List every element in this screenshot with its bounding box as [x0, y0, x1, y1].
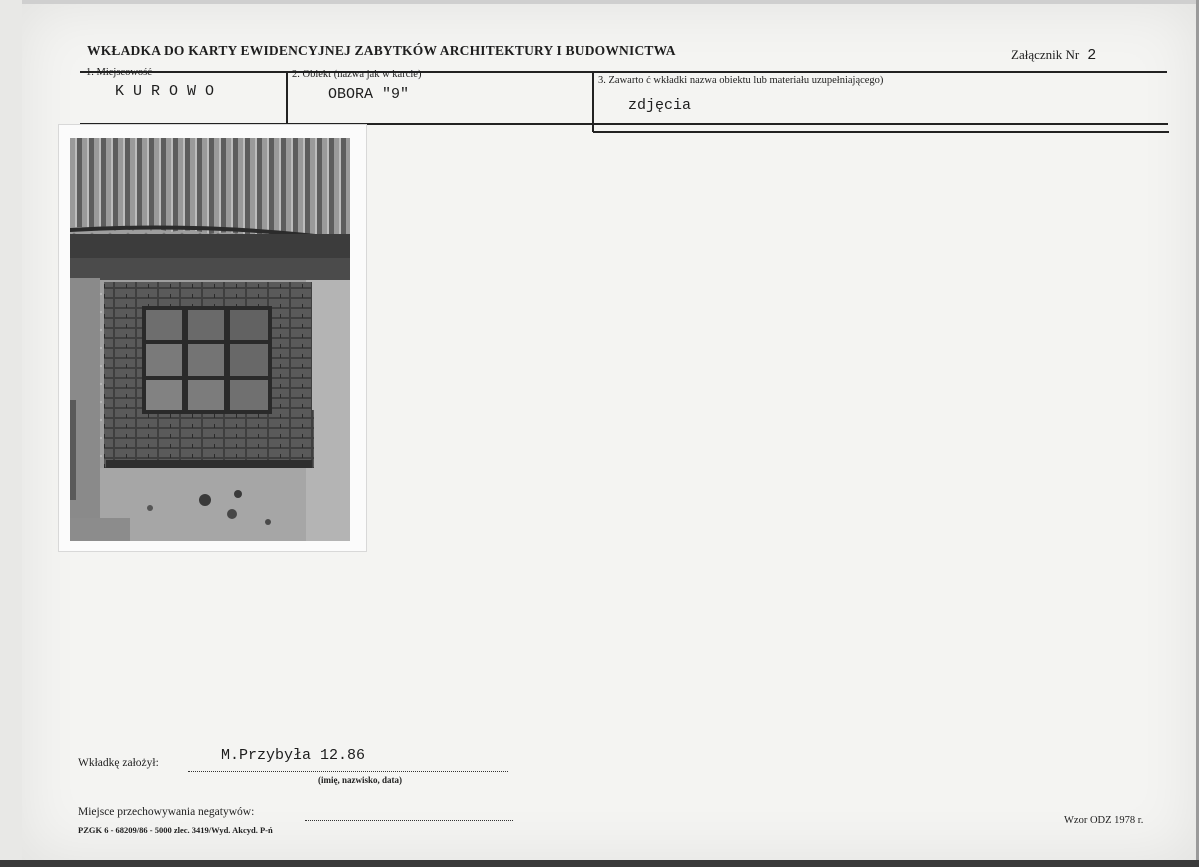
header-divider-1 [286, 71, 288, 124]
negatives-dotted-line [305, 820, 513, 821]
locality-value: K U R O W O [115, 83, 215, 100]
signature-label: Wkładkę założył: [78, 757, 159, 769]
object-value: OBORA "9" [328, 86, 410, 103]
negatives-label: Miejsce przechowywania negatywów: [78, 806, 255, 818]
locality-label: 1. Miejscowość [86, 67, 152, 78]
header-rule-bottom-right [593, 131, 1169, 133]
barn-window-photo [70, 138, 350, 541]
contents-label: 3. Zawarto ć wkładki nazwa obiektu lub materiału uzupełniającego) [598, 75, 884, 86]
object-label: 2. Obiekt (nazwa jak w karcie) [292, 69, 422, 80]
annex-number [1011, 47, 1096, 64]
signature-dotted-line [188, 771, 508, 772]
signature-hint: (imię, nazwisko, data) [318, 775, 402, 785]
annex-label: Załącznik Nr [1011, 47, 1080, 62]
header-rule-top [80, 71, 1167, 73]
contents-value: zdjęcia [628, 97, 692, 114]
form-model: Wzor ODZ 1978 r. [1064, 815, 1144, 826]
signature-value: M.Przybyła 12.86 [221, 747, 366, 764]
form-title: WKŁADKA DO KARTY EWIDENCYJNEJ ZABYTKÓW ARCHITEKTURY I BUDOWNICTWA [87, 43, 676, 58]
annex-value: 2 [1087, 47, 1097, 64]
scan-left-edge [0, 0, 22, 867]
header-divider-2 [592, 71, 594, 132]
scan-bottom-edge [0, 860, 1199, 867]
print-code: PZGK 6 - 68209/86 - 5000 zlec. 3419/Wyd. Akcyd. P-ń [78, 825, 273, 835]
